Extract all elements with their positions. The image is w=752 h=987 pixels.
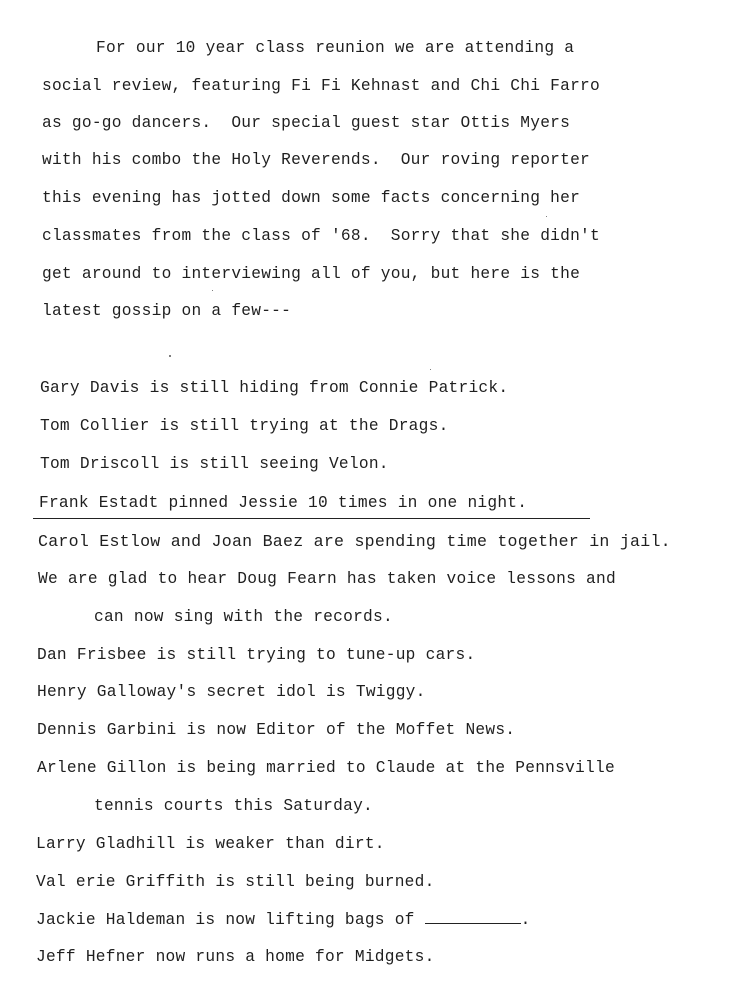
gossip-line-14: Val erie Griffith is still being burned. (36, 873, 435, 891)
intro-line-8: latest gossip on a few--- (42, 302, 292, 320)
gossip-line-7: can now sing with the records. (94, 608, 393, 626)
fill-in-blank (425, 909, 521, 924)
intro-line-1: For our 10 year class reunion we are attending a (96, 39, 575, 57)
gossip-line-8: Dan Frisbee is still trying to tune-up cars. (37, 646, 476, 664)
scan-speck (169, 355, 171, 357)
gossip-line-16: Jeff Hefner now runs a home for Midgets. (36, 948, 435, 966)
gossip-line-15-text: Jackie Haldeman is now lifting bags of (36, 911, 415, 929)
gossip-line-13: Larry Gladhill is weaker than dirt. (36, 835, 385, 853)
gossip-line-2: Tom Collier is still trying at the Drags. (40, 417, 449, 435)
gossip-line-9: Henry Galloway's secret idol is Twiggy. (37, 683, 426, 701)
gossip-line-10: Dennis Garbini is now Editor of the Moffet News. (37, 721, 516, 739)
gossip-line-3: Tom Driscoll is still seeing Velon. (40, 455, 389, 473)
handdrawn-underline (33, 518, 590, 519)
intro-line-7: get around to interviewing all of you, but here is the (42, 265, 581, 283)
gossip-line-1: Gary Davis is still hiding from Connie Patrick. (40, 379, 509, 397)
intro-line-3: as go-go dancers. Our special guest star Ottis Myers (42, 114, 571, 132)
intro-line-4: with his combo the Holy Reverends. Our roving reporter (42, 151, 591, 169)
gossip-line-15 (36, 909, 531, 930)
gossip-line-4: Frank Estadt pinned Jessie 10 times in one night. (39, 494, 528, 512)
gossip-line-12: tennis courts this Saturday. (94, 797, 373, 815)
intro-line-2: social review, featuring Fi Fi Kehnast and Chi Chi Farro (42, 77, 600, 95)
gossip-line-11: Arlene Gillon is being married to Claude at the Pennsville (37, 759, 615, 777)
intro-line-5: this evening has jotted down some facts concerning her (42, 189, 581, 207)
gossip-line-15-period: . (520, 911, 531, 929)
scan-speck (546, 216, 547, 217)
scan-speck (430, 369, 431, 370)
scan-speck (212, 290, 213, 291)
intro-line-6: classmates from the class of '68. Sorry that she didn't (42, 227, 600, 245)
gossip-line-6: We are glad to hear Doug Fearn has taken voice lessons and (38, 570, 616, 588)
gossip-line-5: Carol Estlow and Joan Baez are spending time together in jail. (38, 532, 671, 551)
